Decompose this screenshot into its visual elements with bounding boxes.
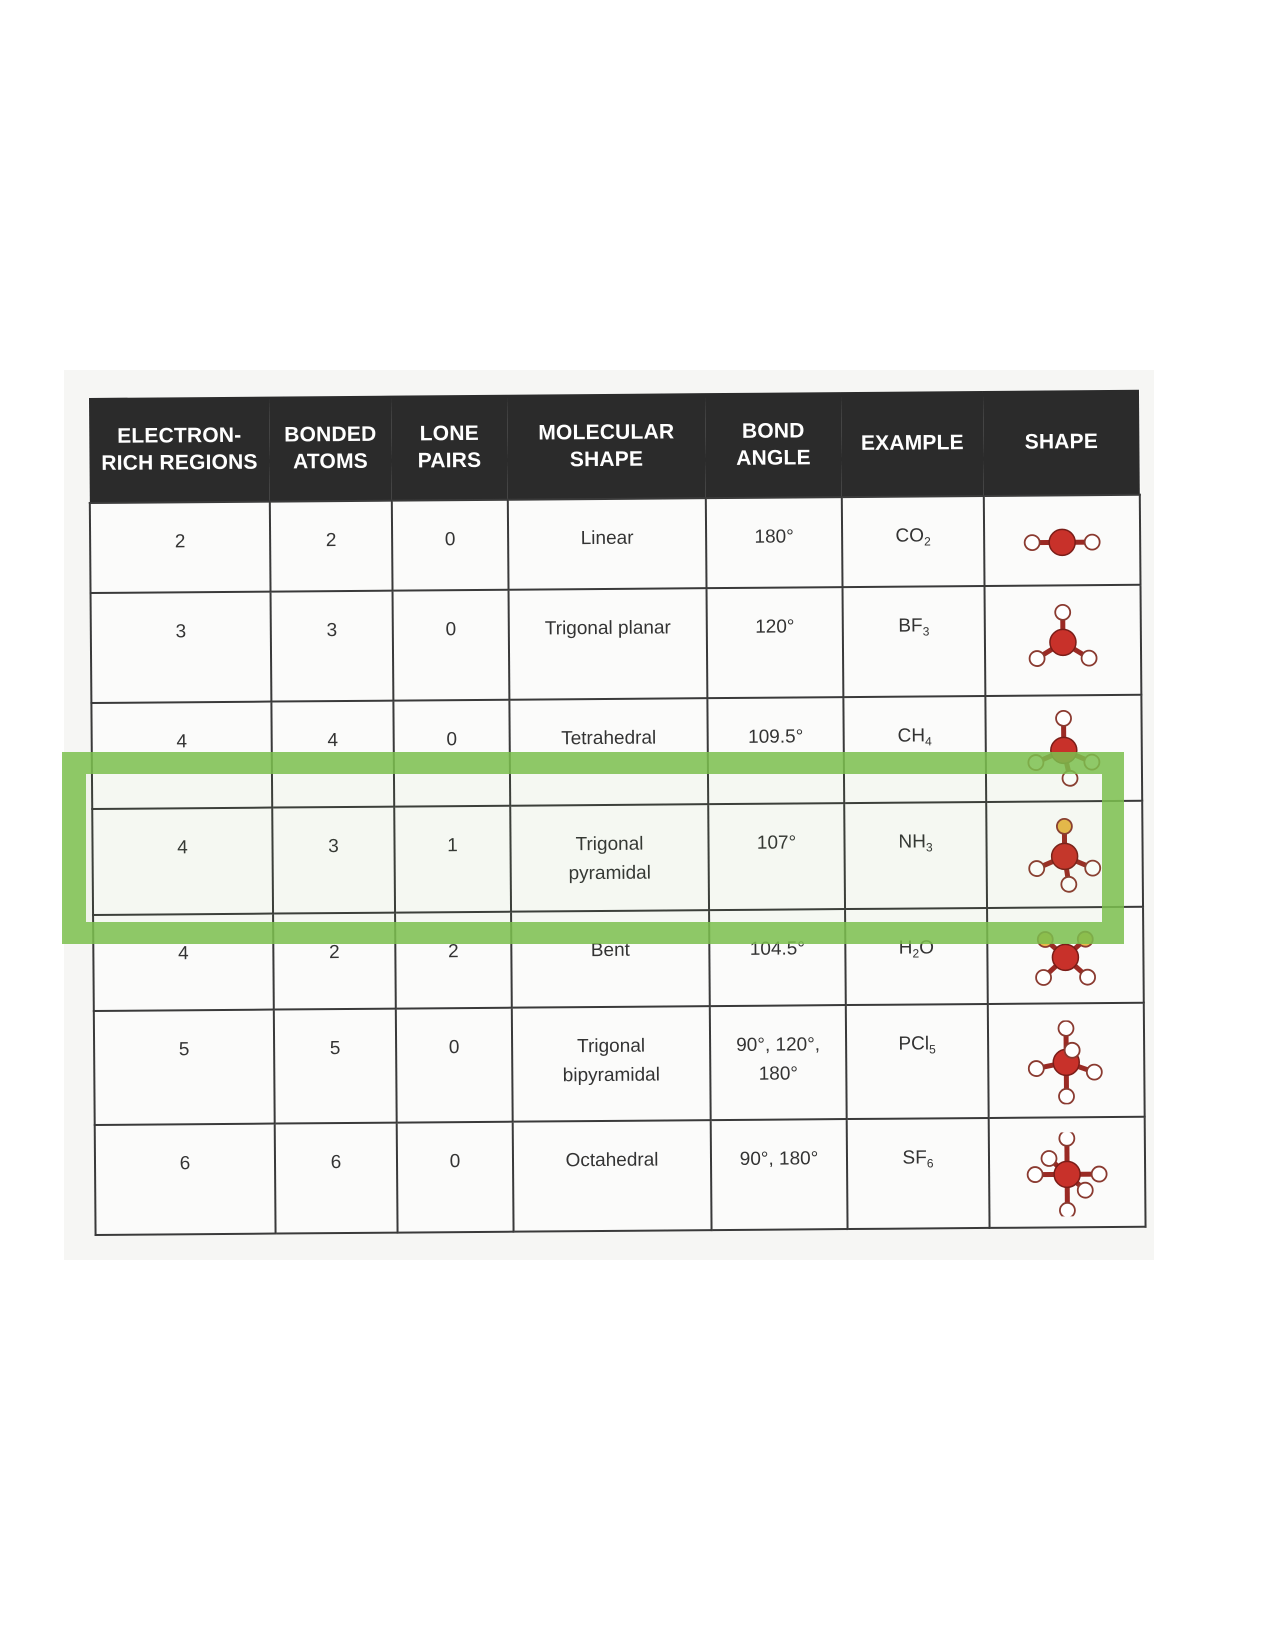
table-row bbox=[90, 495, 1141, 593]
outer-atom bbox=[1082, 651, 1097, 666]
cell-bonded-atoms: 3 bbox=[272, 807, 395, 914]
cell-molecular-shape: Trigonal pyramidal bbox=[510, 804, 709, 912]
cell-bond-angle: 90°, 180° bbox=[711, 1119, 848, 1230]
cell-molecular-shape: Trigonal bipyramidal bbox=[512, 1006, 711, 1122]
cell-bonded-atoms: 4 bbox=[271, 701, 394, 808]
cell-lone-pairs: 2 bbox=[395, 912, 512, 1009]
outer-atom bbox=[1058, 1021, 1073, 1036]
central-atom bbox=[1052, 944, 1078, 970]
header-lone-pairs: LONE PAIRS bbox=[391, 395, 508, 501]
cell-lone-pairs: 0 bbox=[392, 500, 509, 591]
outer-atom bbox=[1041, 1151, 1056, 1166]
cell-example: $SF_6$ bbox=[847, 1118, 990, 1229]
linear-molecule-icon bbox=[1014, 500, 1111, 585]
cell-molecular-shape: Tetrahedral bbox=[509, 698, 708, 806]
outer-atom bbox=[1085, 535, 1100, 550]
outer-atom bbox=[1065, 1043, 1080, 1058]
cell-example: $NH_3$ bbox=[844, 802, 987, 909]
cell-electron-rich-regions: 5 bbox=[94, 1010, 275, 1125]
cell-example: $BF_3$ bbox=[843, 586, 986, 697]
cell-bonded-atoms: 5 bbox=[274, 1009, 397, 1124]
outer-atom bbox=[1055, 605, 1070, 620]
cell-lone-pairs: 0 bbox=[396, 1008, 513, 1123]
outer-atom bbox=[1059, 1132, 1074, 1146]
outer-atom bbox=[1029, 1061, 1044, 1076]
table-row bbox=[95, 1117, 1146, 1235]
cell-electron-rich-regions: 3 bbox=[91, 592, 272, 703]
cell-shape bbox=[984, 495, 1141, 586]
table-row bbox=[94, 1003, 1145, 1125]
trigonal-planar-molecule-icon bbox=[1015, 600, 1112, 685]
outer-atom bbox=[1030, 651, 1045, 666]
outer-atom bbox=[1092, 1167, 1107, 1182]
cell-example: $CH_4$ bbox=[843, 696, 986, 803]
cell-electron-rich-regions: 2 bbox=[90, 502, 271, 593]
cell-example: PCl$_5$ bbox=[846, 1004, 989, 1119]
trigonal-bipyramidal-molecule-icon bbox=[1018, 1020, 1115, 1105]
cell-shape bbox=[988, 1003, 1145, 1118]
cell-lone-pairs: 0 bbox=[397, 1122, 514, 1233]
cell-bonded-atoms: 2 bbox=[273, 913, 396, 1010]
cell-bond-angle: 120° bbox=[707, 587, 844, 698]
cell-electron-rich-regions: 6 bbox=[95, 1124, 276, 1235]
outer-atom bbox=[1025, 535, 1040, 550]
cell-bond-angle: 104.5° bbox=[709, 909, 846, 1006]
header-shape: SHAPE bbox=[983, 390, 1140, 496]
outer-atom bbox=[1060, 1203, 1075, 1217]
cell-molecular-shape: Bent bbox=[511, 910, 710, 1008]
outer-atom bbox=[1059, 1089, 1074, 1104]
octahedral-molecule-icon bbox=[1019, 1132, 1116, 1217]
cell-molecular-shape: Octahedral bbox=[513, 1120, 712, 1232]
outer-atom bbox=[1080, 970, 1095, 985]
central-atom bbox=[1050, 629, 1076, 655]
cell-bond-angle: 180° bbox=[706, 497, 843, 588]
central-atom bbox=[1049, 529, 1075, 555]
cell-molecular-shape: Linear bbox=[508, 498, 707, 590]
cell-molecular-shape: Trigonal planar bbox=[509, 588, 708, 700]
cell-bond-angle: 107° bbox=[708, 803, 845, 910]
header-example: EXAMPLE bbox=[841, 391, 984, 497]
table-row bbox=[91, 585, 1142, 703]
outer-atom bbox=[1078, 1183, 1093, 1198]
outer-atom bbox=[1028, 1167, 1043, 1182]
header-molecular-shape: MOLECULAR SHAPE bbox=[507, 393, 706, 500]
cell-bonded-atoms: 3 bbox=[271, 591, 394, 702]
table-header-row bbox=[89, 390, 1140, 503]
green-highlight-box bbox=[62, 752, 1124, 944]
cell-electron-rich-regions: 4 bbox=[91, 702, 272, 809]
cell-lone-pairs: 1 bbox=[394, 806, 511, 913]
outer-atom bbox=[1036, 970, 1051, 985]
cell-bonded-atoms: 2 bbox=[270, 501, 393, 592]
cell-electron-rich-regions: 4 bbox=[92, 808, 273, 915]
outer-atom bbox=[1087, 1065, 1102, 1080]
cell-lone-pairs: 0 bbox=[393, 590, 510, 701]
header-bonded-atoms: BONDED ATOMS bbox=[269, 396, 392, 502]
cell-bonded-atoms: 6 bbox=[275, 1123, 398, 1234]
cell-electron-rich-regions: 4 bbox=[93, 914, 274, 1011]
cell-lone-pairs: 0 bbox=[393, 700, 510, 807]
cell-shape bbox=[989, 1117, 1146, 1228]
cell-bond-angle: 109.5° bbox=[707, 697, 844, 804]
header-bond-angle: BOND ANGLE bbox=[705, 392, 842, 498]
cell-example: $H_2O$ bbox=[845, 908, 988, 1005]
header-electron-rich-regions: ELECTRON- RICH REGIONS bbox=[89, 397, 270, 503]
cell-bond-angle: 90°, 120°, 180° bbox=[710, 1005, 847, 1120]
cell-example: $CO_2$ bbox=[842, 496, 985, 587]
cell-shape bbox=[985, 585, 1142, 696]
outer-atom bbox=[1056, 711, 1071, 726]
central-atom bbox=[1054, 1161, 1080, 1187]
